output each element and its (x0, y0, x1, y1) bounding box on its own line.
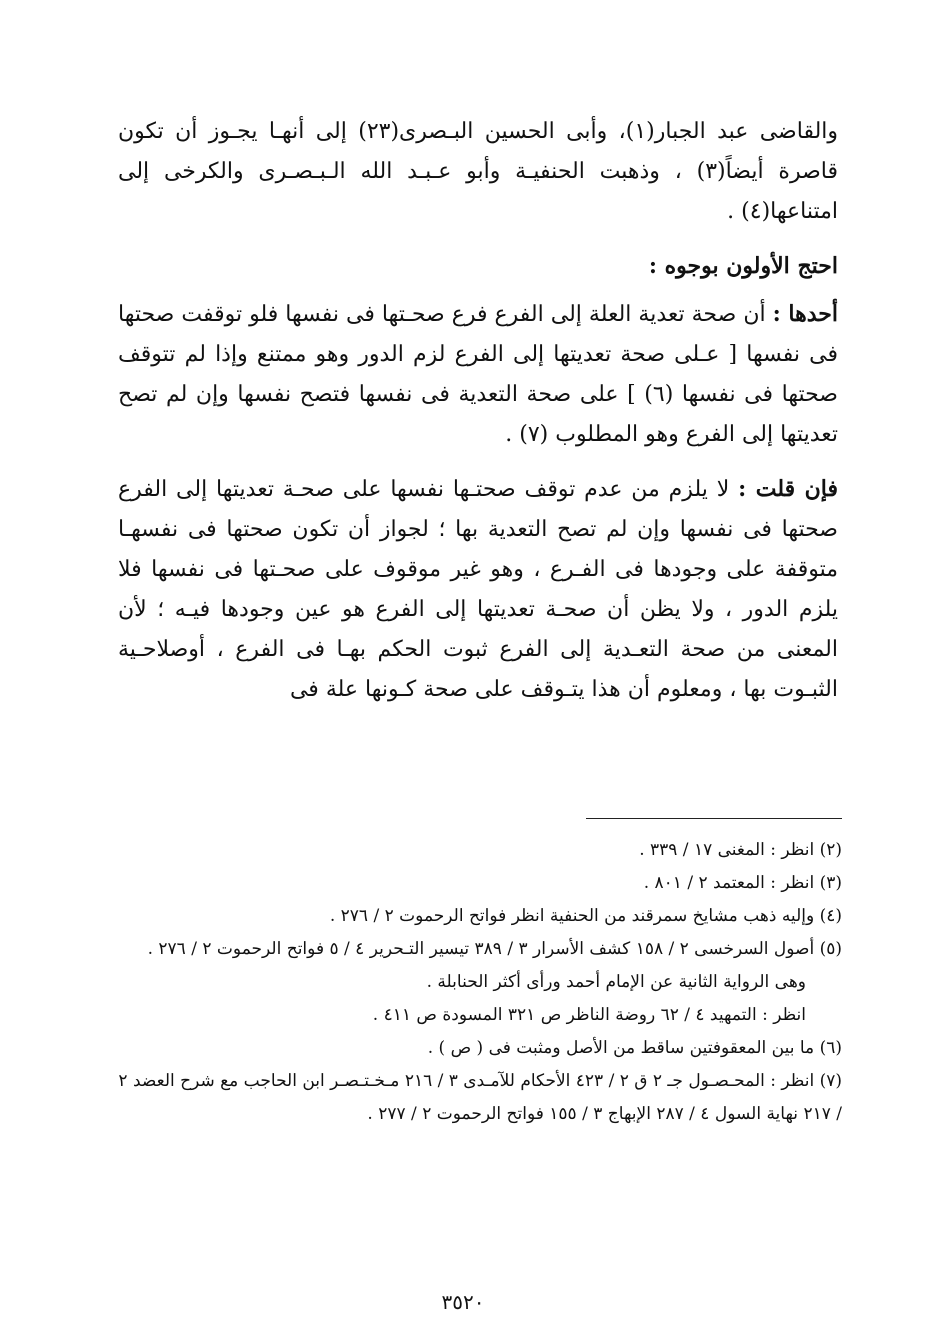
footnote-5-references: انظر : التمهيد ٤ / ٦٢ روضة الناظر ص ٣٢١ المسودة ص ٤١١ . (372, 1005, 806, 1025)
footnote-6: (٦) ما بين المعقوفتين ساقط من الأصل ومثبت فى ( ص ) . (427, 1038, 842, 1058)
footnote-2: (٢) انظر : المغنى ١٧ / ٣٣٩ . (639, 840, 842, 860)
section-heading: احتج الأولون بوجوه : (648, 253, 838, 279)
footnote-5-continued: وهى الرواية الثانية عن الإمام أحمد ورأى أكثر الحنابلة . (426, 972, 806, 992)
paragraph-3-body: لا يلزم من عدم توقف صحتـها نفسها على صحـة تعديتها إلى الفرع صحتها فى نفسها وإن لم تصح التعدية بها ؛ لجواز أن تكون صحتها فى نفسهـا متوقفة على وجودها فى الفـرع ، وهو غير موقوف على صحـتها فى نفسها فلا يلزم الدور ، ولا يظن أن صحـة تعديتها إلى الفرع هو عين وجودها فيـه ؛ لأن المعنى من صحة التعـدية إلى الفرع ثبوت الحكم بهـا فى الفرع ، أوصلاحـية الثبـوت بها ، ومعلوم أن هذا يتـوقف على صحة كـونها علة فى (118, 477, 838, 702)
footnote-3: (٣) انظر : المعتمد ٢ / ٨٠١ . (643, 873, 842, 893)
paragraph-2 (118, 294, 838, 455)
paragraph-2-lead: أحدها : (772, 301, 838, 327)
paragraph-3-lead: فإن قلت : (738, 476, 839, 502)
main-text (118, 112, 838, 724)
footnote-5: (٥) أصول السرخسى ٢ / ١٥٨ كشف الأسرار ٣ / ٣٨٩ تيسير التـحرير ٤ / ٥ فواتح الرحموت ٢ / ٢٧٦ . (147, 939, 842, 959)
footnotes (118, 834, 842, 1131)
paragraph-3 (118, 469, 838, 710)
paragraph-2-body: أن صحة تعدية العلة إلى الفرع فرع صحـتها فى نفسها فلو توقفت صحتها فى نفسها [ عـلى صحة تعديتها إلى الفرع لزم الدور وهو ممتنع وإذا لم تتوقف صحتها فى نفسها (٦) ] على صحة التعدية فى نفسها فتصح نفسها وإن لم تصح تعديتها إلى الفرع وهو المطلوب (٧) . (118, 302, 838, 447)
paragraph-1: والقاضى عبد الجبار(١)، وأبى الحسين البـصرى(٢٣) إلى أنهـا يجـوز أن تكون قاصرة أيضاً(٣) ، وذهبت الحنفيـة وأبو عـبـد الله الـبـصـرى والكرخى إلى امتناعها(٤) . (118, 119, 839, 224)
footnote-7: (٧) انظر : المحـصـول جـ ٢ ق ٢ / ٤٢٣ الأحكام للآمـدى ٣ / ٢١٦ مـخـتـصـر ابن الحاجب مع شرح العضد ٢ / ٢١٧ نهاية السول ٤ / ٢٨٧ الإبهاج ٣ / ١٥٥ فواتح الرحموت ٢ / ٢٧٧ . (118, 1071, 842, 1124)
footnote-4: (٤) وإليه ذهب مشايخ سمرقند من الحنفية انظر فواتح الرحموت ٢ / ٢٧٦ . (329, 906, 842, 926)
page-number: ٣٥٢٠ (441, 1290, 485, 1314)
footnote-divider (586, 818, 842, 819)
